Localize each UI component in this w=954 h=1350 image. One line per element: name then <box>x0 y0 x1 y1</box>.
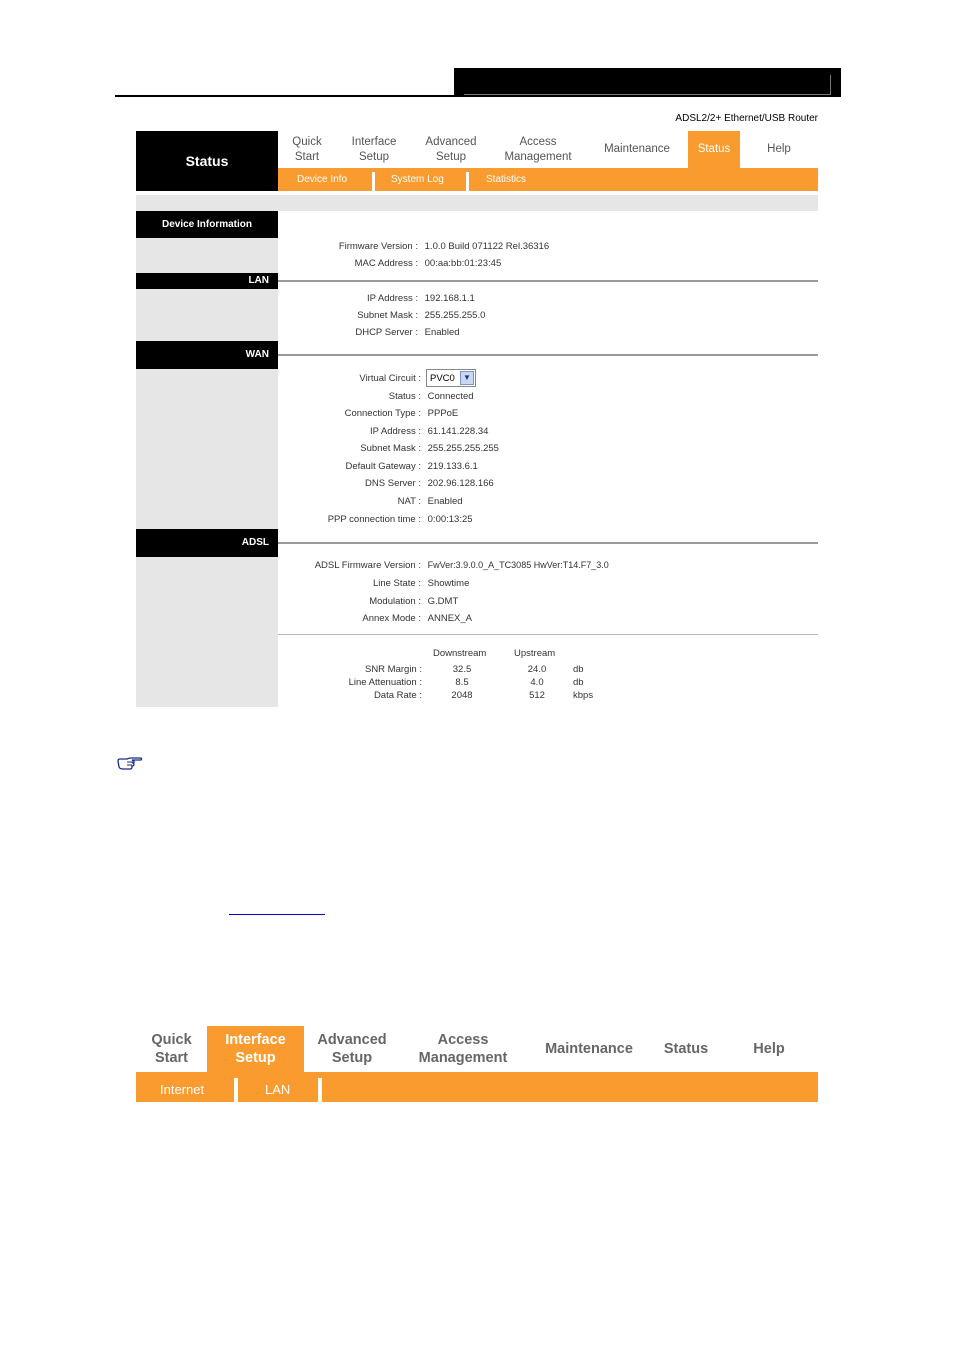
row-line-state <box>278 578 469 589</box>
row-connection-type <box>278 408 458 419</box>
value-wan-ip-address: 61.141.228.34 <box>427 426 489 437</box>
row-annex-mode <box>278 613 472 624</box>
content-top-bar <box>278 195 818 211</box>
row-wan-status <box>278 391 474 402</box>
label-default-gateway: Default Gateway : <box>345 461 421 472</box>
nav2-maintenance[interactable]: Maintenance <box>545 1041 633 1057</box>
nav-status[interactable]: Status <box>688 131 740 168</box>
value-dhcp-server: Enabled <box>424 327 460 338</box>
virtual-circuit-selected-value: PVC0 <box>430 373 455 384</box>
subnav-statistics[interactable]: Statistics <box>486 174 527 185</box>
nav-maintenance[interactable]: Maintenance <box>604 143 670 155</box>
page-header-rule <box>115 95 841 97</box>
section-divider <box>278 634 818 635</box>
subnav-divider <box>318 1078 322 1102</box>
stats-label-snr-margin: SNR Margin : <box>364 664 422 675</box>
value-lan-subnet-mask: 255.255.255.0 <box>424 310 486 321</box>
subnav2-internet[interactable]: Internet <box>160 1082 205 1097</box>
row-wan-ip-address <box>278 426 488 437</box>
row-wan-subnet-mask <box>278 443 499 454</box>
value-firmware-version: 1.0.0 Build 071122 Rel.36316 <box>424 241 550 252</box>
chevron-down-icon[interactable]: ▼ <box>460 371 474 385</box>
nav-access-management[interactable]: Access Management <box>504 135 572 163</box>
value-modulation: G.DMT <box>427 596 459 607</box>
row-virtual-circuit <box>278 373 421 384</box>
row-adsl-firmware-version <box>278 560 609 571</box>
value-ppp-connection-time: 0:00:13:25 <box>427 514 473 525</box>
subnav-system-log[interactable]: System Log <box>391 174 444 185</box>
page-header-inner-frame <box>464 75 831 95</box>
product-name: ADSL2/2+ Ethernet/USB Router <box>675 113 818 124</box>
row-mac-address <box>278 258 501 269</box>
stats-snr-downstream: 32.5 <box>452 664 472 675</box>
row-ppp-connection-time <box>278 514 473 525</box>
stats-attenuation-unit: db <box>573 677 584 688</box>
label-dns-server: DNS Server : <box>365 478 421 489</box>
nav2-interface-setup[interactable]: Interface Setup <box>207 1026 304 1072</box>
label-line-state: Line State : <box>372 578 421 589</box>
stats-label-data-rate: Data Rate : <box>373 690 422 701</box>
value-wan-status: Connected <box>427 391 474 402</box>
subnav-device-info[interactable]: Device Info <box>297 174 348 185</box>
label-dhcp-server: DHCP Server : <box>355 327 418 338</box>
nav-help[interactable]: Help <box>767 143 791 155</box>
nav-interface-setup[interactable]: Interface Setup <box>351 135 397 163</box>
stats-snr-upstream: 24.0 <box>527 664 547 675</box>
nav-quick-start[interactable]: Quick Start <box>292 135 322 163</box>
pointing-hand-icon <box>117 757 143 771</box>
value-line-state: Showtime <box>427 578 470 589</box>
section-divider <box>278 542 818 544</box>
stats-attenuation-upstream: 4.0 <box>530 677 544 688</box>
stats-header-downstream: Downstream <box>433 648 487 659</box>
row-default-gateway <box>278 461 478 472</box>
row-lan-subnet-mask <box>278 310 485 321</box>
value-dns-server: 202.96.128.166 <box>427 478 494 489</box>
label-firmware-version: Firmware Version : <box>338 241 418 252</box>
stats-rate-upstream: 512 <box>529 690 545 701</box>
value-connection-type: PPPoE <box>427 408 459 419</box>
status-subnav <box>278 168 818 191</box>
label-ppp-connection-time: PPP connection time : <box>327 514 421 525</box>
stats-header-upstream: Upstream <box>514 648 556 659</box>
label-annex-mode: Annex Mode : <box>362 613 421 624</box>
label-wan-subnet-mask: Subnet Mask : <box>360 443 421 454</box>
nav2-advanced-setup[interactable]: Advanced Setup <box>317 1032 387 1066</box>
label-mac-address: MAC Address : <box>354 258 418 269</box>
subnav-divider <box>372 172 375 191</box>
value-wan-subnet-mask: 255.255.255.255 <box>427 443 499 454</box>
row-dhcp-server <box>278 327 460 338</box>
interface-setup-nav <box>136 1026 818 1072</box>
row-modulation <box>278 596 458 607</box>
interface-setup-subnav <box>136 1072 818 1102</box>
stats-snr-unit: db <box>573 664 584 675</box>
value-lan-ip-address: 192.168.1.1 <box>424 293 475 304</box>
virtual-circuit-select[interactable] <box>426 369 476 387</box>
value-annex-mode: ANNEX_A <box>427 613 472 624</box>
row-lan-ip-address <box>278 293 475 304</box>
stats-attenuation-downstream: 8.5 <box>455 677 469 688</box>
section-device-information: Device Information <box>136 211 278 238</box>
label-lan-subnet-mask: Subnet Mask : <box>357 310 418 321</box>
subnav-divider <box>466 172 469 191</box>
label-modulation: Modulation : <box>369 596 421 607</box>
label-virtual-circuit: Virtual Circuit : <box>359 373 421 384</box>
stats-rate-unit: kbps <box>573 690 594 701</box>
section-lan: LAN <box>136 273 278 289</box>
label-wan-status: Status : <box>388 391 421 402</box>
hyperlink-underline[interactable] <box>229 914 325 915</box>
label-adsl-firmware-version: ADSL Firmware Version : <box>314 560 421 571</box>
stats-label-line-attenuation: Line Attenuation : <box>348 677 422 688</box>
row-dns-server <box>278 478 494 489</box>
section-adsl: ADSL <box>136 529 278 557</box>
value-default-gateway: 219.133.6.1 <box>427 461 478 472</box>
subnav-divider <box>234 1078 238 1102</box>
value-adsl-firmware-version: FwVer:3.9.0.0_A_TC3085 HwVer:T14.F7_3.0 <box>427 560 609 570</box>
top-nav <box>278 131 818 168</box>
label-lan-ip-address: IP Address : <box>366 293 418 304</box>
nav2-quick-start[interactable]: Quick Start <box>151 1032 192 1066</box>
stats-rate-downstream: 2048 <box>451 690 473 701</box>
label-wan-ip-address: IP Address : <box>369 426 421 437</box>
label-nat: NAT : <box>397 496 421 507</box>
nav-advanced-setup[interactable]: Advanced Setup <box>425 135 477 163</box>
row-nat <box>278 496 463 507</box>
nav2-access-management[interactable]: Access Management <box>418 1032 508 1066</box>
section-divider <box>278 354 818 356</box>
label-connection-type: Connection Type : <box>344 408 421 419</box>
row-firmware-version <box>278 241 549 252</box>
nav2-status[interactable]: Status <box>663 1041 709 1057</box>
nav2-help[interactable]: Help <box>753 1041 785 1057</box>
section-divider <box>278 280 818 282</box>
value-mac-address: 00:aa:bb:01:23:45 <box>424 258 502 269</box>
left-panel <box>136 195 278 707</box>
value-nat: Enabled <box>427 496 463 507</box>
page-title-status: Status <box>136 131 278 191</box>
section-wan: WAN <box>136 341 278 369</box>
subnav2-lan[interactable]: LAN <box>265 1082 291 1097</box>
